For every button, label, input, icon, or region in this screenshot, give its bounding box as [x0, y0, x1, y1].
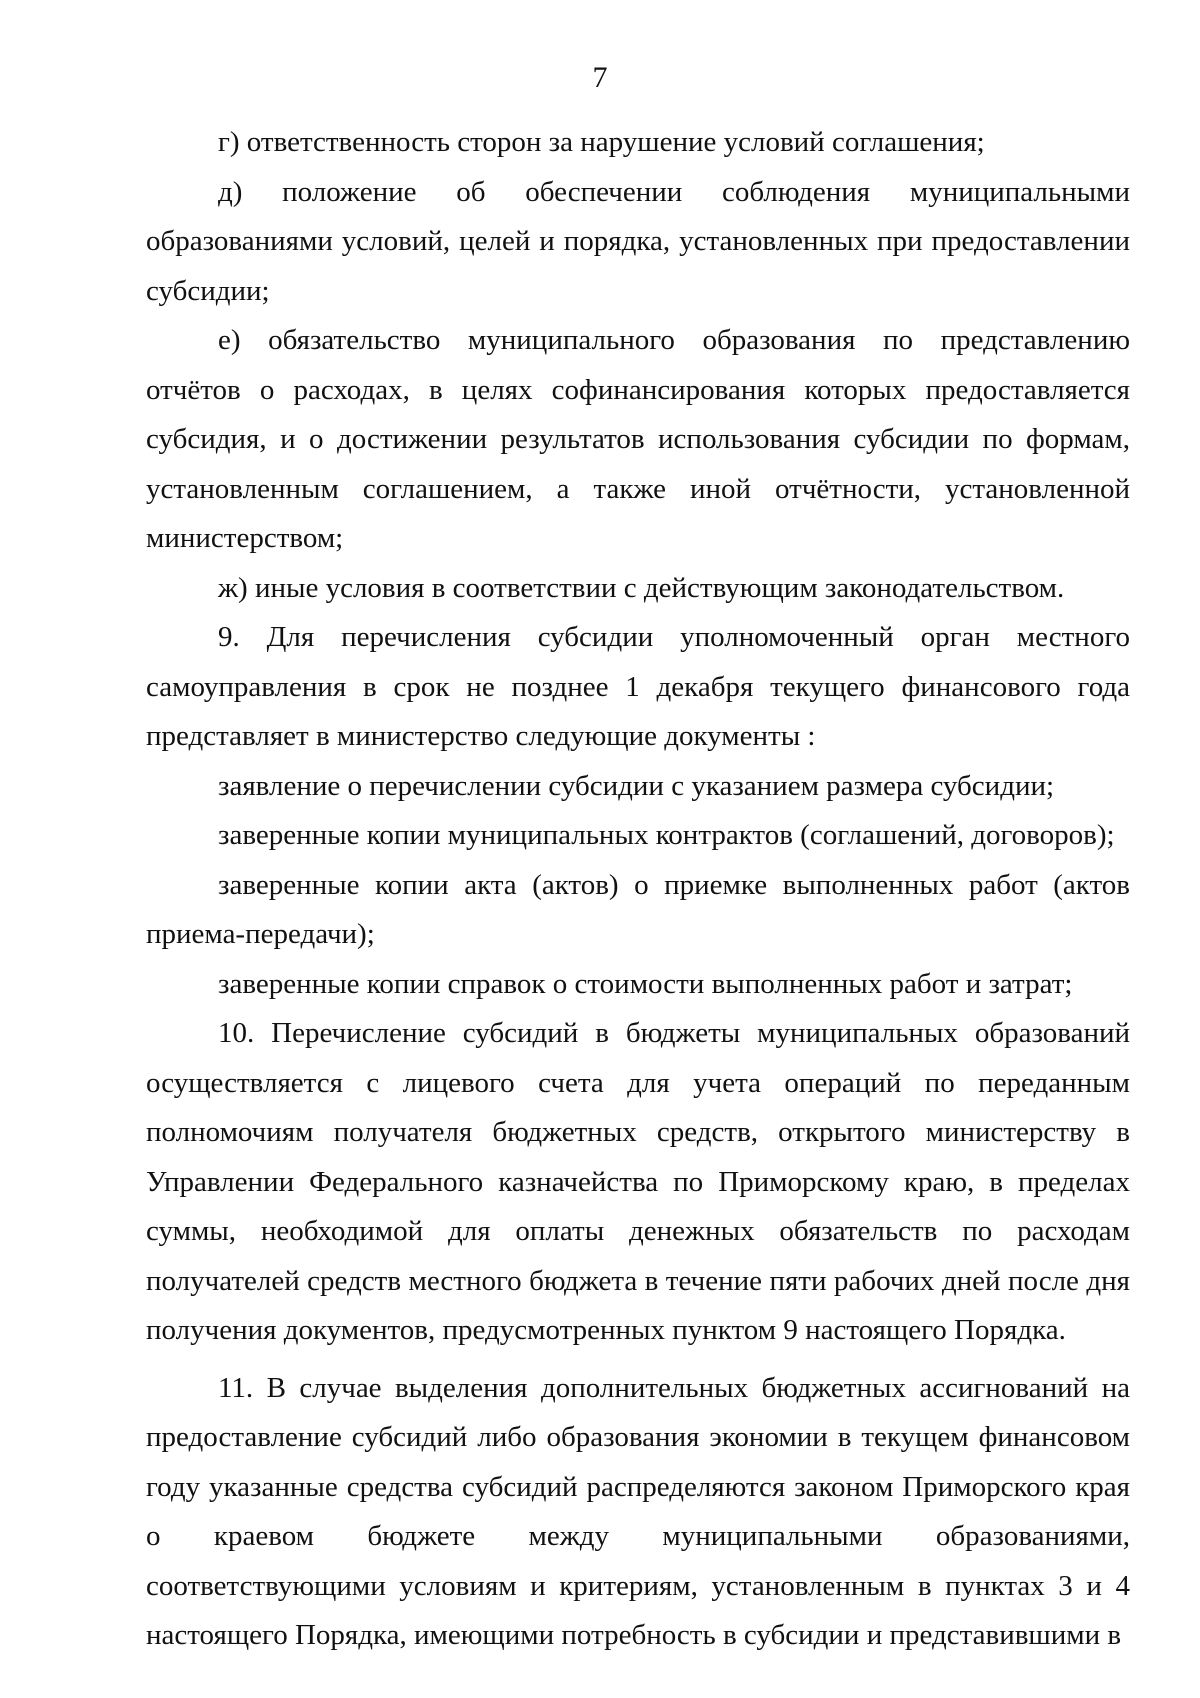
document-item-acceptance-act-copies: заверенные копии акта (актов) о приемке выполненных работ (актов приема-передачи);: [146, 868, 1130, 950]
clause-d-compliance: д) положение об обеспечении соблюдения муниципальными образованиями условий, целей и порядка, установленных при предоставлении субсидии;: [146, 175, 1130, 307]
document-body: [146, 118, 1130, 1661]
paragraph-11-additional-allocations: 11. В случае выделения дополнительных бюджетных ассигнований на предоставление субсидий либо образования экономии в текущем финансовом году указанные средства субсидий распределяются законом Приморского края о краевом бюджете между муниципальными образованиями, соответствующими условиям и критериям, установленным в пунктах 3 и 4 настоящего Порядка, имеющими потребность в субсидии и представившими в: [146, 1371, 1130, 1651]
document-item-application: заявление о перечислении субсидии с указанием размера субсидии;: [218, 769, 1055, 802]
clause-g-liability: г) ответственность сторон за нарушение условий соглашения;: [218, 126, 985, 158]
paragraph-9-transfer-documents: 9. Для перечисления субсидии уполномоченный орган местного самоуправления в срок не позднее 1 декабря текущего финансового года представляет в министерство следующие документы :: [146, 621, 1130, 752]
paragraph-10-transfer-procedure: 10. Перечисление субсидий в бюджеты муниципальных образований осуществляется с лицевого счета для учета операций по переданным полномочиям получателя бюджетных средств, открытого министерству в Управлении Федерального казначейства по Приморскому краю, в пределах суммы, необходимой для оплаты денежных обязательств по расходам получателей средств местного бюджета в течение пяти рабочих дней после дня получения документов, предусмотренных пунктом 9 настоящего Порядка.: [146, 1017, 1130, 1346]
page-number: 7: [592, 61, 608, 94]
document-item-contract-copies: заверенные копии муниципальных контрактов (соглашений, договоров);: [218, 819, 1115, 851]
clause-e-reporting: е) обязательство муниципального образования по представлению отчётов о расходах, в целях софинансирования которых предоставляется субсидия, и о достижении результатов использования субсидии по формам, установленным соглашением, а также иной отчётности, установленной министерством;: [146, 324, 1130, 554]
document-item-cost-certificates: заверенные копии справок о стоимости выполненных работ и затрат;: [218, 967, 1073, 1000]
clause-zh-other-conditions: ж) иные условия в соответствии с действующим законодательством.: [218, 571, 1065, 604]
